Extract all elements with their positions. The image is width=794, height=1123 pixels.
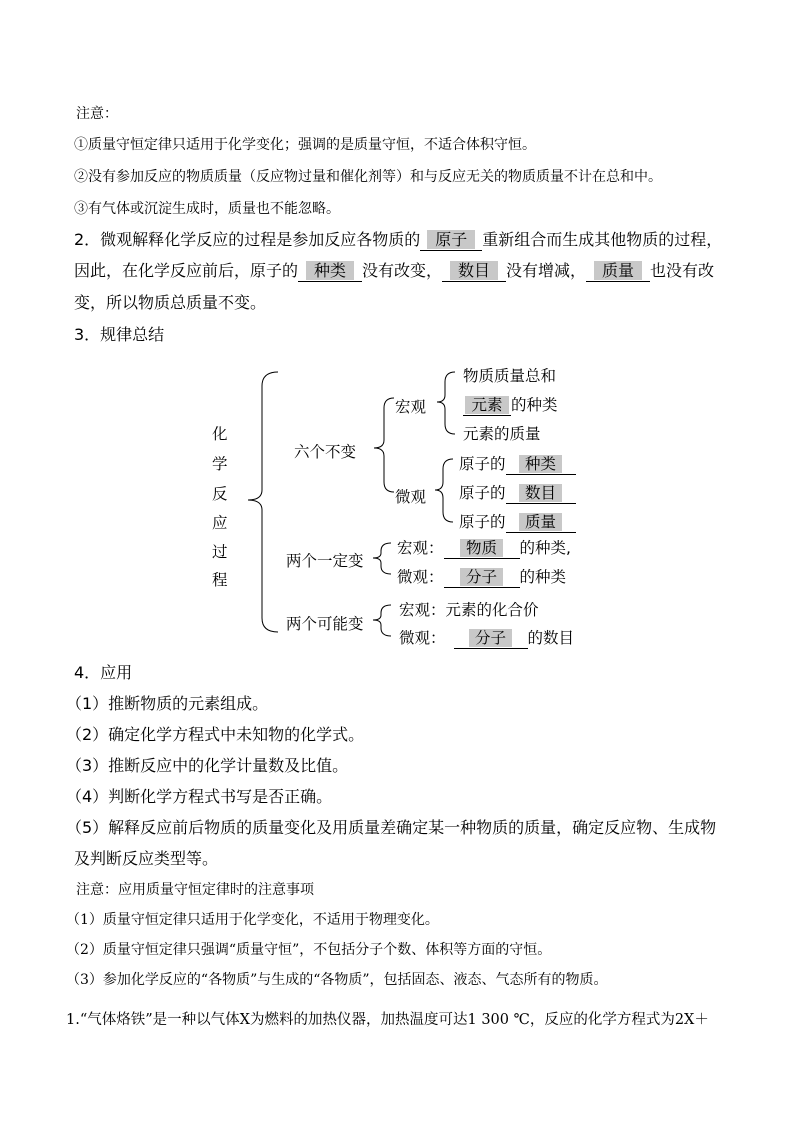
leaf-tail: 的数目 <box>527 629 575 647</box>
answer-text: 数目 <box>450 261 498 280</box>
root-char: 应 <box>212 514 228 532</box>
leaf-text: 宏观：元素的化合价 <box>399 601 539 619</box>
answer-text: 质量 <box>594 261 642 280</box>
note-item: （2）质量守恒定律只强调“质量守恒”，不包括分子个数、体积等方面的守恒。 <box>66 942 552 958</box>
answer-text: 数目 <box>519 484 562 502</box>
answer-text: 种类 <box>519 455 562 473</box>
question-text: 1.“气体烙铁”是一种以气体X为燃料的加热仪器，加热温度可达1 300 ℃，反应的化学方程式为2X＋ <box>66 1012 709 1028</box>
answer-text: 质量 <box>519 513 562 531</box>
leaf-prefix: 原子的 <box>459 484 506 502</box>
note-item: ②没有参加反应的物质质量（反应物过量和催化剂等）和与反应无关的物质质量不计在总和中。 <box>74 169 662 185</box>
answer-text: 元素 <box>465 396 508 414</box>
leaf-atom-type <box>459 452 576 475</box>
section-title: 3．规律总结 <box>74 325 165 344</box>
paragraph-text: 化学反应的过程是参加反应各物质的 <box>164 230 421 249</box>
branch-label-two-may: 两个可能变 <box>286 615 364 633</box>
macro-label: 宏观 <box>395 398 427 416</box>
leaf-micro-may <box>399 626 574 649</box>
root-char: 化 <box>212 425 228 443</box>
answer-blank <box>506 510 576 533</box>
root-char: 过 <box>212 543 228 561</box>
micro-label: 微观 <box>395 488 427 506</box>
leaf-micro-must <box>397 565 566 588</box>
note-item: （3）参加化学反应的“各物质”与生成的“各物质”，包括固态、液态、气态所有的物质。 <box>66 972 608 988</box>
leaf-prefix: 微观： <box>397 568 444 586</box>
leaf-prefix: 微观： <box>399 629 446 647</box>
note-item: ③有气体或沉淀生成时，质量也不能忽略。 <box>74 201 340 217</box>
paragraph-text: 因此，在化学反应前后，原子的 <box>74 261 299 280</box>
leaf-prefix: 原子的 <box>459 513 506 531</box>
section-title: 4．应用 <box>74 663 133 682</box>
leaf-atom-mass <box>459 510 576 533</box>
root-char: 程 <box>212 571 228 589</box>
apply-item: （2）确定化学方程式中未知物的化学式。 <box>66 725 365 744</box>
answer-blank <box>444 536 520 559</box>
answer-blank <box>463 393 511 416</box>
answer-blank <box>506 452 576 475</box>
paragraph-text: 没有改变， <box>362 261 443 280</box>
apply-item: （3）推断反应中的化学计量数及比值。 <box>66 756 349 775</box>
answer-text: 原子 <box>427 230 475 249</box>
answer-text: 物质 <box>460 539 503 557</box>
answer-text: 种类 <box>306 261 354 280</box>
answer-text: 分子 <box>469 629 512 647</box>
micro-paragraph-line3: 变，所以物质总质量不变。 <box>74 293 267 312</box>
leaf-tail: 的种类 <box>511 396 558 414</box>
leaf-tail: 的种类, <box>519 539 571 557</box>
paragraph-text: 也没有改 <box>650 261 715 280</box>
leaf-prefix: 宏观： <box>397 539 444 557</box>
branch-label-two-must: 两个一定变 <box>286 552 364 570</box>
note-item: ①质量守恒定律只适用于化学变化；强调的是质量守恒，不适合体积守恒。 <box>74 137 536 153</box>
leaf-atom-number <box>459 481 576 504</box>
leaf-text: 物质质量总和 <box>463 367 557 385</box>
answer-blank <box>444 565 520 588</box>
leaf-prefix: 原子的 <box>459 455 506 473</box>
note-heading: 注意： <box>76 106 118 122</box>
answer-blank <box>454 626 528 649</box>
leaf-macro-must <box>397 536 571 559</box>
leaf-element-type <box>463 393 558 416</box>
root-char: 反 <box>212 485 228 503</box>
note-heading: 注意：应用质量守恒定律时的注意事项 <box>76 882 314 898</box>
root-char: 学 <box>212 455 228 473</box>
branch-label-six: 六个不变 <box>294 443 357 461</box>
leaf-text: 元素的质量 <box>463 425 541 443</box>
apply-item: （5）解释反应前后物质的质量变化及用质量差确定某一种物质的质量，确定反应物、生成物 <box>66 818 717 837</box>
apply-item: （1）推断物质的元素组成。 <box>66 694 269 713</box>
answer-blank <box>506 481 576 504</box>
section-prefix: 2．微观解释 <box>74 230 165 249</box>
apply-item: 及判断反应类型等。 <box>74 849 219 868</box>
paragraph-text: 没有增减， <box>506 261 587 280</box>
paragraph-text: 重新组合而生成其他物质的过程， <box>482 230 723 249</box>
apply-item: （4）判断化学方程式书写是否正确。 <box>66 787 333 806</box>
note-item: （1）质量守恒定律只适用于化学变化，不适用于物理变化。 <box>66 912 439 928</box>
leaf-tail: 的种类 <box>519 568 567 586</box>
answer-text: 分子 <box>460 568 503 586</box>
